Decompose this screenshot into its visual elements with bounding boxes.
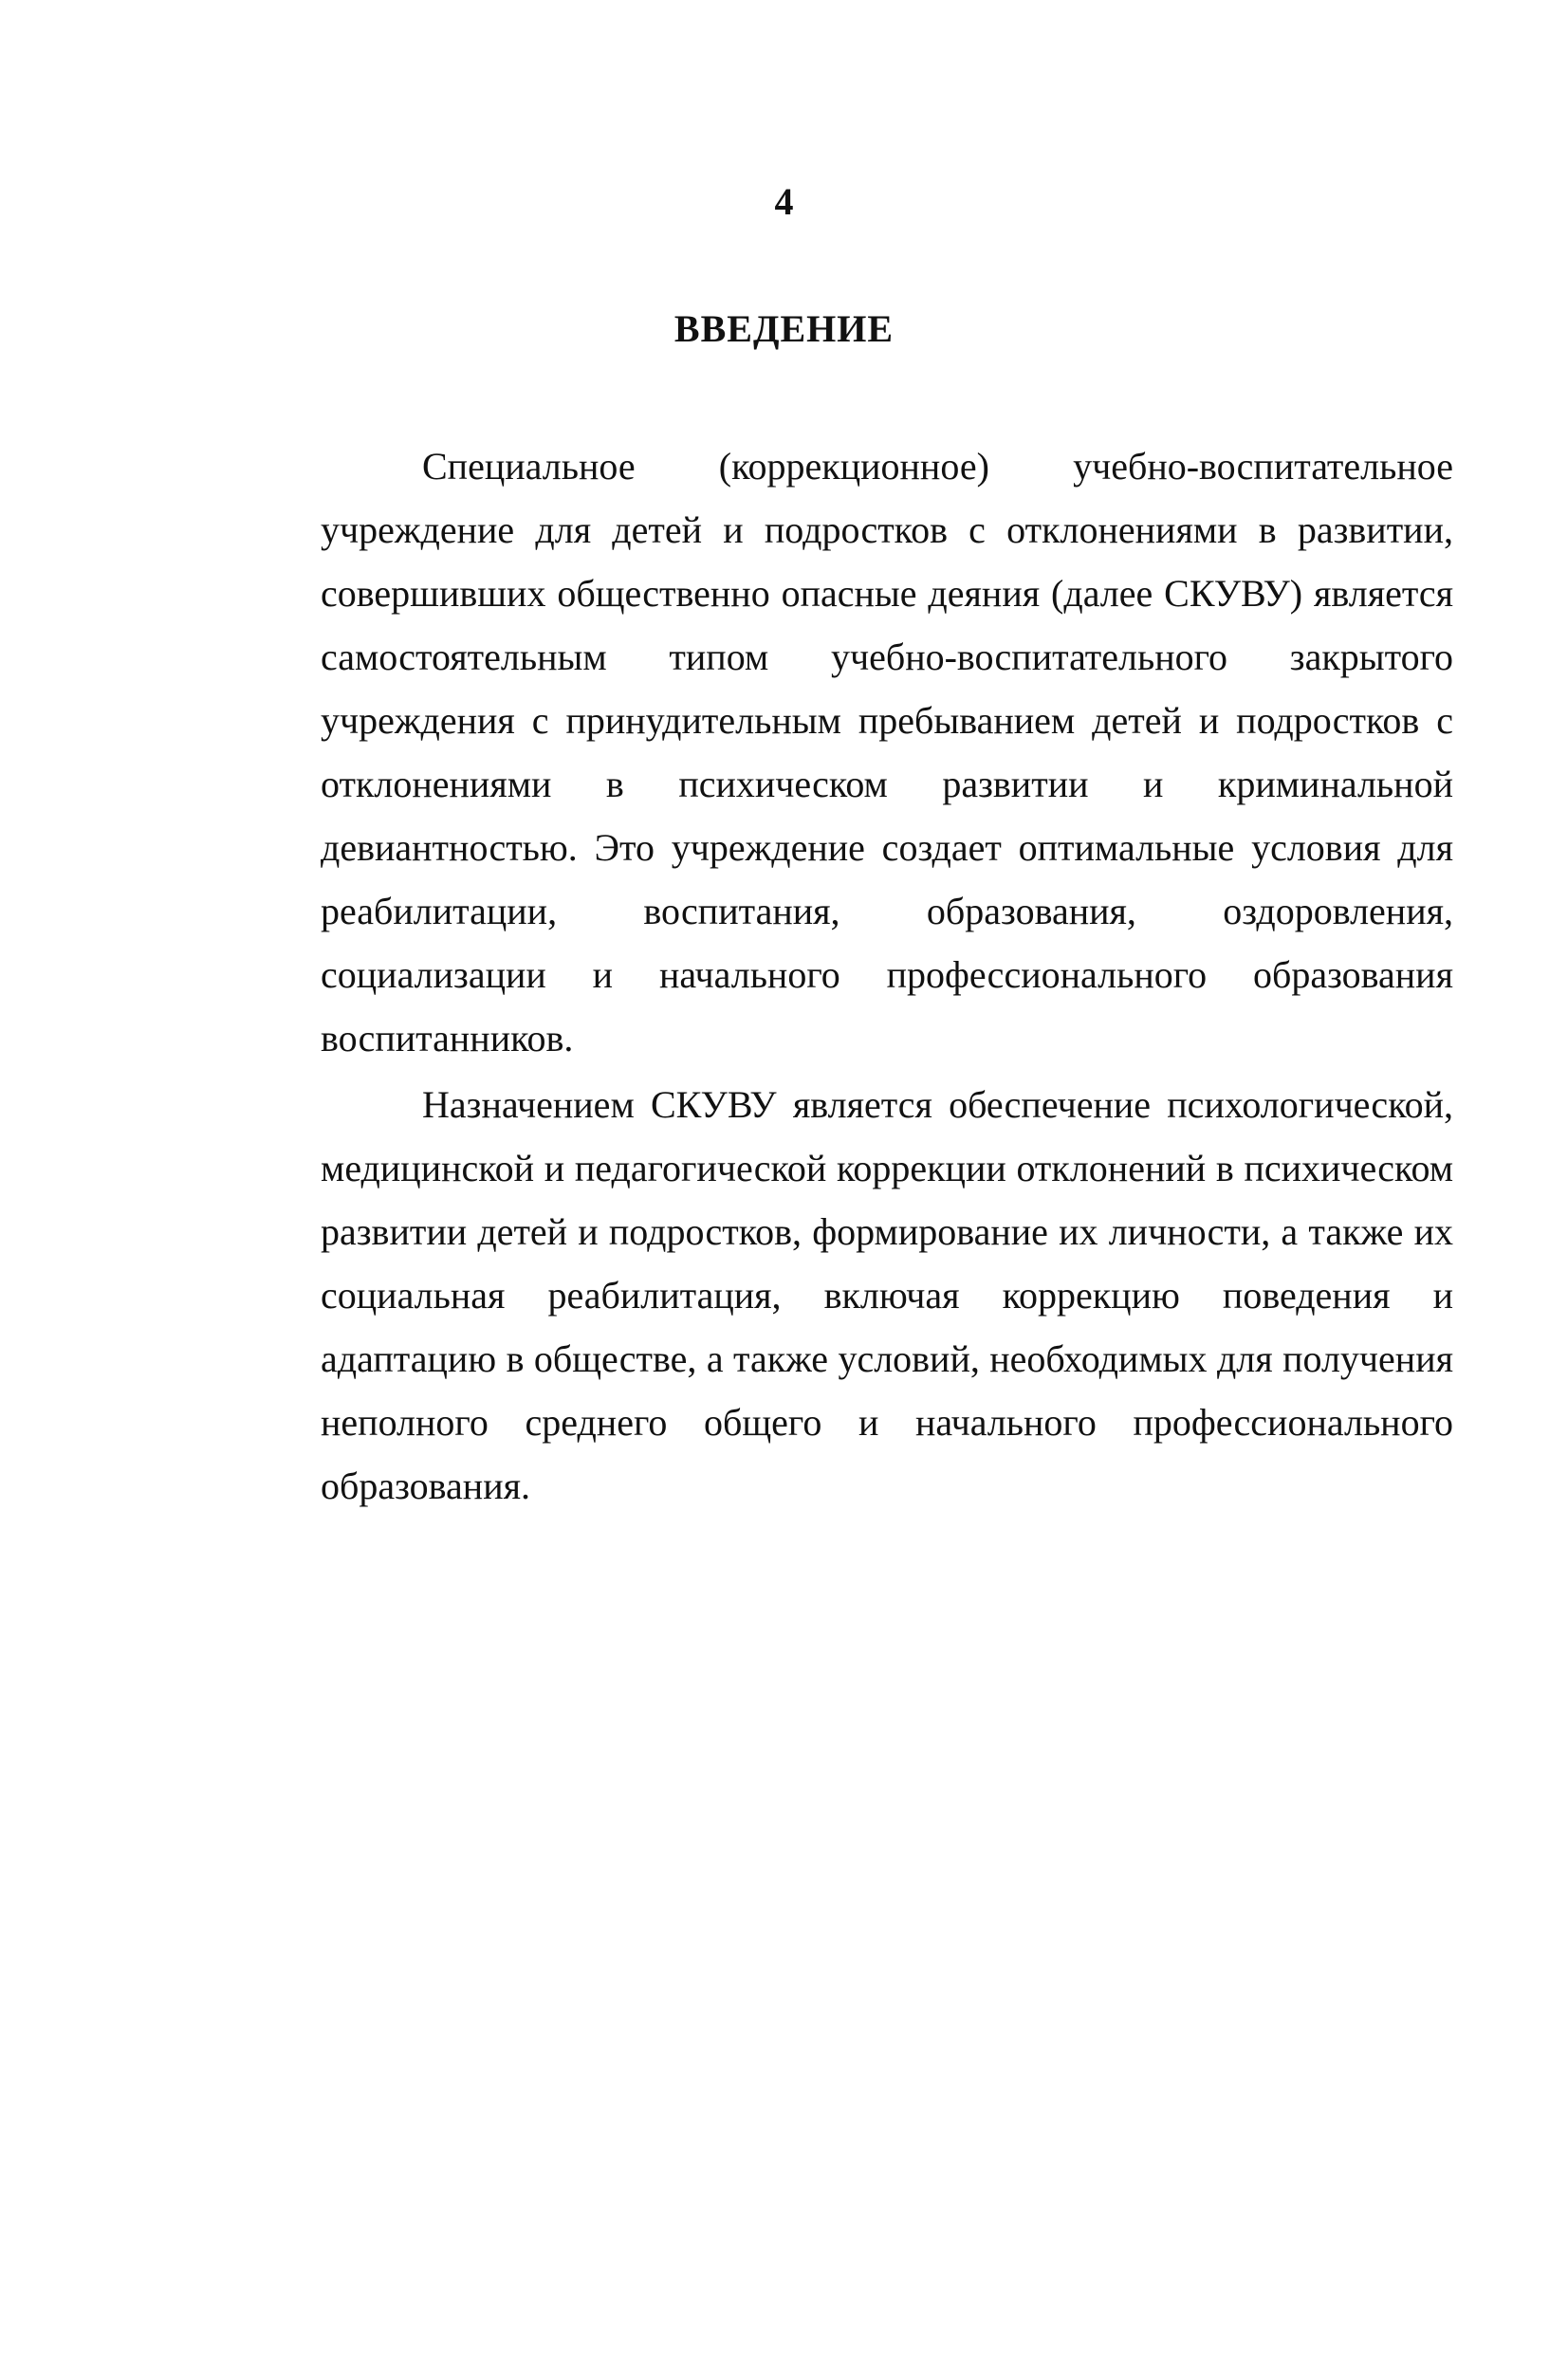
paragraph-1: Специальное (коррекционное) учебно-воспитательное учреждение для детей и подростков с отклонениями в развитии, совершивших общественно опасные деяния (далее СКУВУ) является самостоятельным типом учебно-воспитательного закрытого учреждения с принудительным пребыванием детей и подростков с отклонениями в психическом развитии и криминальной девиантностью. Это учреждение создает оптимальные условия для реабилитации, воспитания, образования, оздоровления, социализации и начального профессионального образования воспитанников. [321,445,1453,1059]
section-heading: ВВЕДЕНИЕ [673,307,895,350]
page-number: 4 [774,180,794,223]
paragraph-2: Назначением СКУВУ является обеспечение психологической, медицинской и педагогической коррекции отклонений в психическом развитии детей и подростков, формирование их личности, а также их социальная реабилитация, включая коррекцию поведения и адаптацию в обществе, а также условий, необходимых для получения неполного среднего общего и начального профессионального образования. [321,1083,1453,1507]
body-text [321,434,1453,1518]
